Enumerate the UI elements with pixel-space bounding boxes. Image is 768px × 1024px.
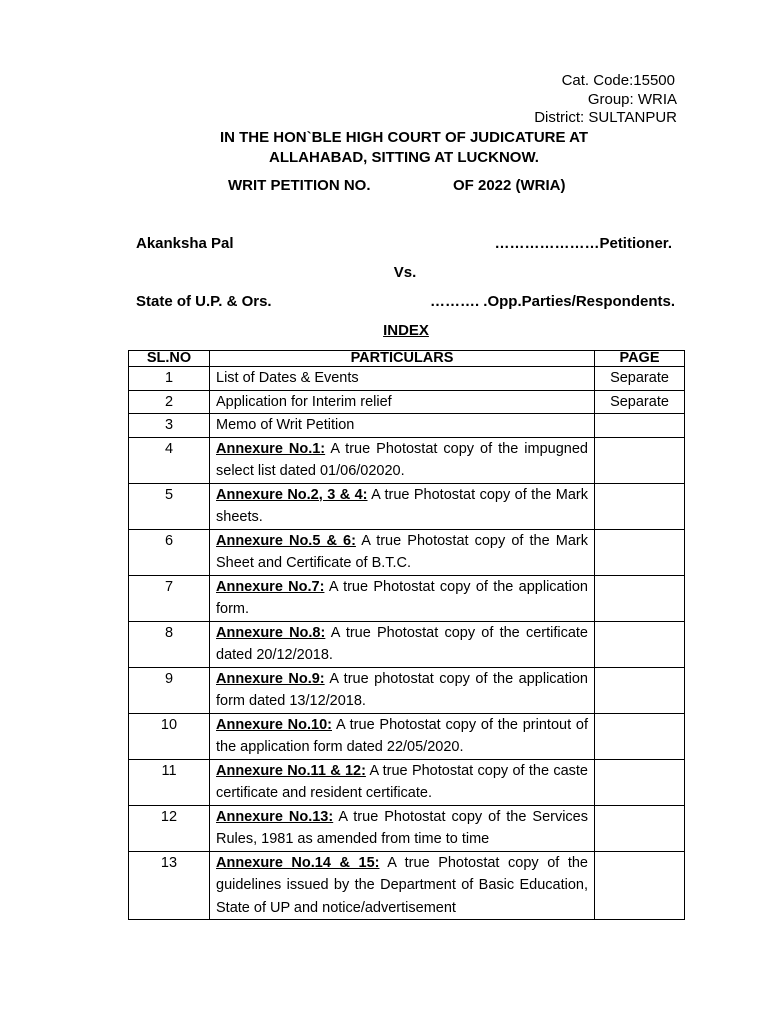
row-page	[595, 414, 685, 438]
table-row	[129, 367, 685, 391]
row-page	[595, 437, 685, 483]
row-page	[595, 851, 685, 920]
row-particulars	[210, 529, 595, 575]
table-body	[129, 367, 685, 920]
row-particulars	[210, 805, 595, 851]
annexure-label: Annexure No.8:	[216, 624, 326, 641]
particulars-text: A true Photostat copy of the certificate dated 20/12/2018.	[216, 624, 588, 663]
row-sl-no: 9	[129, 667, 210, 713]
particulars-text: A true photostat copy of the application form dated 13/12/2018.	[216, 670, 588, 709]
group: Group: WRIA	[587, 91, 677, 108]
particulars-text: A true Photostat copy of the impugned select list dated 01/06/02020.	[216, 440, 588, 479]
court-title-line2: ALLAHABAD, SITTING AT LUCKNOW.	[269, 149, 539, 166]
annexure-label: Annexure No.9:	[216, 670, 325, 687]
row-particulars	[210, 483, 595, 529]
annexure-label: Annexure No.14 & 15:	[216, 854, 380, 871]
row-particulars	[210, 621, 595, 667]
table-row	[129, 805, 685, 851]
row-sl-no: 4	[129, 437, 210, 483]
table-row	[129, 483, 685, 529]
annexure-label: Annexure No.13:	[216, 808, 334, 825]
row-sl-no: 13	[129, 851, 210, 920]
row-sl-no: 7	[129, 575, 210, 621]
row-sl-no: 2	[129, 390, 210, 414]
row-sl-no: 12	[129, 805, 210, 851]
petitioner-name: Akanksha Pal	[136, 235, 234, 252]
particulars-text: List of Dates & Events	[216, 370, 359, 386]
table-row	[129, 851, 685, 920]
table-row	[129, 759, 685, 805]
table-header-row	[129, 351, 685, 367]
table-row	[129, 713, 685, 759]
row-page	[595, 667, 685, 713]
particulars-text: Application for Interim relief	[216, 393, 392, 410]
row-page	[595, 713, 685, 759]
annexure-label: Annexure No.10:	[216, 716, 332, 733]
particulars-text: Memo of Writ Petition	[216, 417, 355, 433]
row-page	[595, 759, 685, 805]
row-sl-no: 11	[129, 759, 210, 805]
particulars-text: A true Photostat copy of the caste certificate and resident certificate.	[216, 762, 588, 801]
particulars-text: A true Photostat copy of the guidelines issued by the Department of Basic Education, State of UP and notice/advertisement	[216, 854, 588, 916]
row-particulars	[210, 414, 595, 438]
header-sl-no: SL.NO	[129, 351, 210, 367]
writ-petition-year: OF 2022 (WRIA)	[453, 177, 566, 194]
particulars-text: A true Photostat copy of the Mark sheets.	[216, 486, 588, 525]
district: District: SULTANPUR	[534, 109, 677, 126]
row-sl-no: 6	[129, 529, 210, 575]
table-row	[129, 667, 685, 713]
row-page	[595, 529, 685, 575]
row-particulars	[210, 713, 595, 759]
row-page: Separate	[595, 367, 685, 391]
annexure-label: Annexure No.7:	[216, 578, 325, 595]
table-row	[129, 437, 685, 483]
row-particulars	[210, 759, 595, 805]
index-title: INDEX	[383, 322, 429, 339]
respondent-name: State of U.P. & Ors.	[136, 293, 272, 310]
respondent-role: ………. .Opp.Parties/Respondents.	[429, 293, 675, 310]
row-sl-no: 8	[129, 621, 210, 667]
row-particulars	[210, 437, 595, 483]
court-title-line1: IN THE HON`BLE HIGH COURT OF JUDICATURE AT	[219, 129, 589, 146]
table-row	[129, 621, 685, 667]
table-row	[129, 390, 685, 414]
row-sl-no: 3	[129, 414, 210, 438]
particulars-text: A true Photostat copy of the Services Rules, 1981 as amended from time to time	[216, 808, 588, 847]
row-page	[595, 575, 685, 621]
annexure-label: Annexure No.11 & 12:	[216, 762, 366, 779]
row-particulars	[210, 367, 595, 391]
row-page: Separate	[595, 390, 685, 414]
annexure-label: Annexure No.1:	[216, 440, 326, 457]
petitioner-role: …………………Petitioner.	[494, 235, 672, 252]
row-particulars	[210, 575, 595, 621]
row-sl-no: 1	[129, 367, 210, 391]
table-row	[129, 414, 685, 438]
row-page	[595, 805, 685, 851]
particulars-text: A true Photostat copy of the application form.	[216, 578, 588, 617]
versus: Vs.	[393, 264, 417, 281]
header-particulars: PARTICULARS	[210, 351, 595, 367]
row-particulars	[210, 390, 595, 414]
writ-petition-label: WRIT PETITION NO.	[228, 177, 371, 194]
index-table	[128, 350, 685, 920]
particulars-text: A true Photostat copy of the Mark Sheet and Certificate of B.T.C.	[216, 532, 588, 571]
row-particulars	[210, 667, 595, 713]
header-page: PAGE	[595, 351, 685, 367]
table-row	[129, 575, 685, 621]
row-page	[595, 483, 685, 529]
row-page	[595, 621, 685, 667]
particulars-text: A true Photostat copy of the printout of the application form dated 22/05/2020.	[216, 716, 588, 755]
annexure-label: Annexure No.5 & 6:	[216, 532, 356, 549]
row-particulars	[210, 851, 595, 920]
cat-code: Cat. Code:15500	[561, 72, 675, 89]
table-row	[129, 529, 685, 575]
row-sl-no: 10	[129, 713, 210, 759]
annexure-label: Annexure No.2, 3 & 4:	[216, 486, 368, 503]
row-sl-no: 5	[129, 483, 210, 529]
